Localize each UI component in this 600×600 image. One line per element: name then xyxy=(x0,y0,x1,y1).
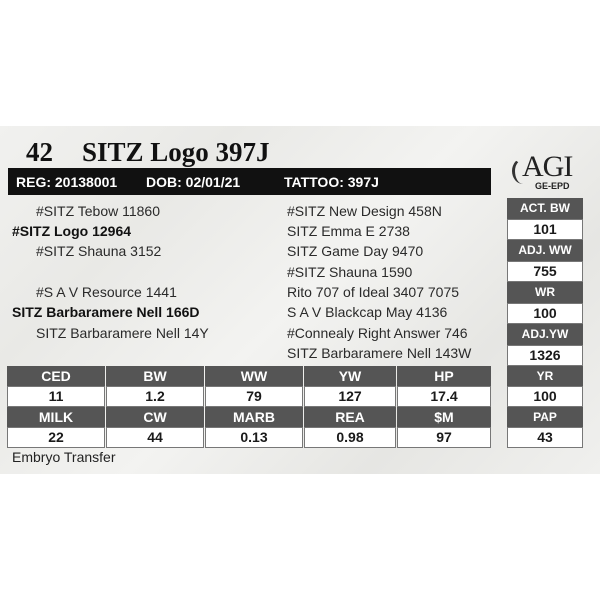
side-epd-label: PAP xyxy=(507,407,583,428)
pedigree-dam: SITZ Barbaramere Nell 166D xyxy=(12,304,200,320)
epd-value: 17.4 xyxy=(397,386,491,407)
pedigree-right-line: #Connealy Right Answer 746 xyxy=(287,325,468,341)
pedigree-right-line: S A V Blackcap May 4136 xyxy=(287,304,448,320)
epd-label: MILK xyxy=(7,407,105,427)
epd-value: 0.98 xyxy=(304,427,396,448)
animal-name: SITZ Logo 397J xyxy=(82,137,270,167)
epd-label: CED xyxy=(7,366,105,386)
epd-value: 44 xyxy=(106,427,204,448)
side-epd-label: YR xyxy=(507,366,583,387)
pedigree-sire-dam: #SITZ Shauna 3152 xyxy=(36,243,162,259)
pedigree-right-line: Rito 707 of Ideal 3407 7075 xyxy=(287,284,460,300)
lot-number: 42 xyxy=(26,137,53,167)
epd-label: MARB xyxy=(205,407,303,427)
footnote: Embryo Transfer xyxy=(12,449,116,465)
pedigree-sire-sire: #SITZ Tebow 11860 xyxy=(36,203,161,219)
side-epd-label: ACT. BW xyxy=(507,198,583,219)
logo-text: AGI xyxy=(522,150,573,183)
side-epd-value: 1326 xyxy=(507,345,583,366)
side-epd-value: 755 xyxy=(507,261,583,282)
epd-label: YW xyxy=(304,366,396,386)
side-epd-value: 101 xyxy=(507,219,583,240)
side-epd-label: ADJ.YW xyxy=(507,324,583,345)
pedigree-right-line: SITZ Emma E 2738 xyxy=(287,223,410,239)
epd-label: REA xyxy=(304,407,396,427)
epd-value: 11 xyxy=(7,386,105,407)
epd-value: 22 xyxy=(7,427,105,448)
pedigree-right-line: #SITZ Shauna 1590 xyxy=(287,264,413,280)
epd-value: 79 xyxy=(205,386,303,407)
epd-value: 97 xyxy=(397,427,491,448)
pedigree-right-line: SITZ Game Day 9470 xyxy=(287,243,424,259)
registration-number: REG: 20138001 xyxy=(16,174,118,190)
epd-value: 1.2 xyxy=(106,386,204,407)
epd-label: CW xyxy=(106,407,204,427)
pedigree-right-line: #SITZ New Design 458N xyxy=(287,203,442,219)
pedigree-sire: #SITZ Logo 12964 xyxy=(12,223,132,239)
epd-label: WW xyxy=(205,366,303,386)
tattoo: TATTOO: 397J xyxy=(284,174,379,190)
date-of-birth: DOB: 02/01/21 xyxy=(146,174,241,190)
epd-label: HP xyxy=(397,366,491,386)
epd-value: 127 xyxy=(304,386,396,407)
side-epd-value: 100 xyxy=(507,303,583,324)
registration-bar xyxy=(8,168,491,195)
side-epd-value: 43 xyxy=(507,427,583,448)
side-epd-label: ADJ. WW xyxy=(507,240,583,261)
pedigree-dam-sire: #S A V Resource 1441 xyxy=(36,284,177,300)
epd-value: 0.13 xyxy=(205,427,303,448)
logo-subtext: GE-EPD xyxy=(535,181,570,191)
side-epd-label: WR xyxy=(507,282,583,303)
pedigree-dam-dam: SITZ Barbaramere Nell 14Y xyxy=(36,325,209,341)
side-epd-value: 100 xyxy=(507,386,583,407)
epd-label: BW xyxy=(106,366,204,386)
epd-label: $M xyxy=(397,407,491,427)
pedigree-right-line: SITZ Barbaramere Nell 143W xyxy=(287,345,472,361)
agi-logo xyxy=(508,150,586,192)
lot-title xyxy=(26,137,270,168)
